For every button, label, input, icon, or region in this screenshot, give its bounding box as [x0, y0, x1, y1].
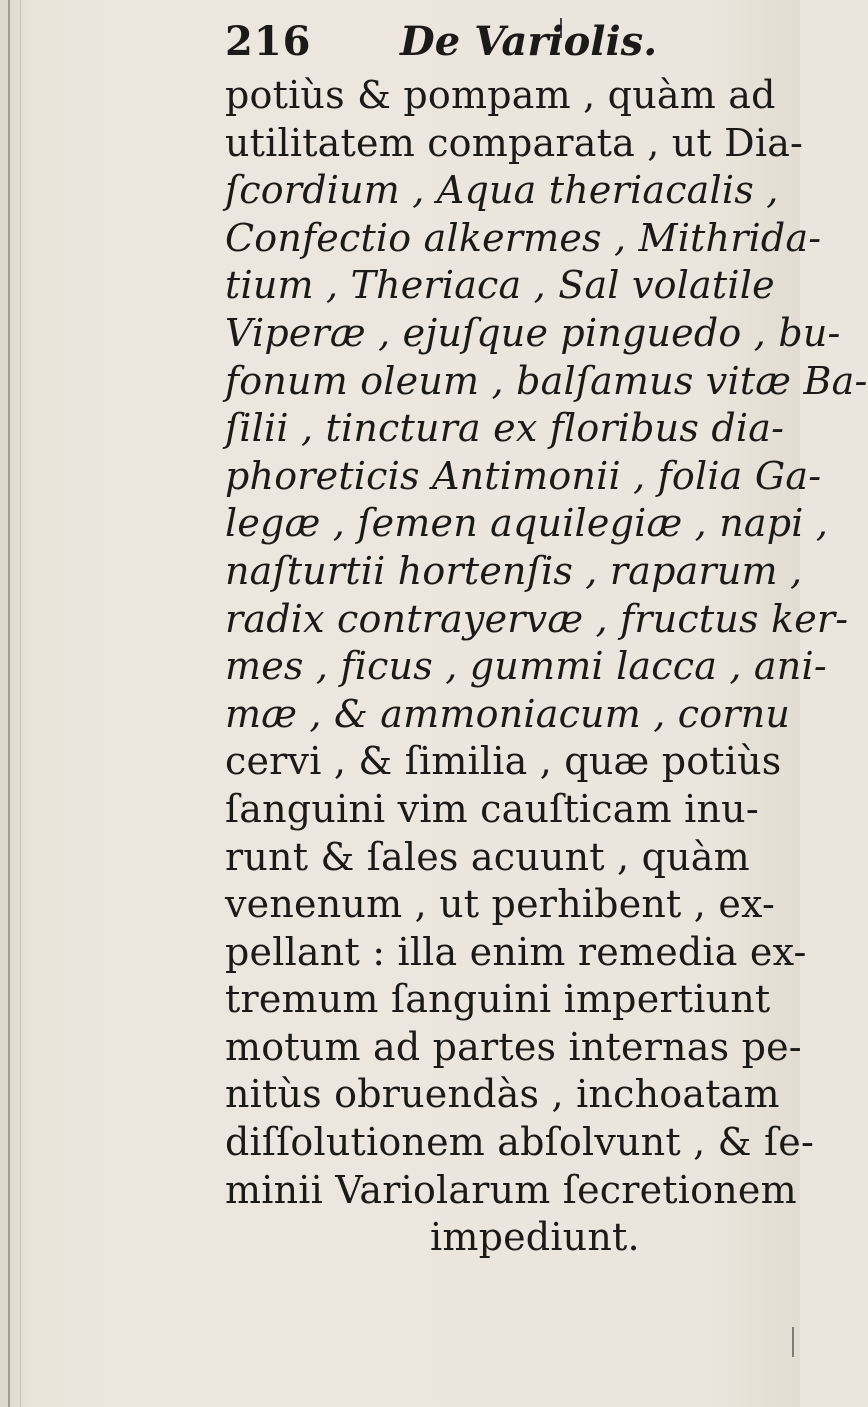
text-line: diſſolutionem abſolvunt , & ſe-	[225, 1120, 814, 1165]
text-line: tium , Theriaca , Sal volatile	[225, 263, 775, 308]
running-title: De Variolis.	[400, 18, 658, 65]
page-number: 216	[225, 18, 312, 65]
text-line: runt & ſales acuunt , quàm	[225, 834, 750, 879]
text-line: mes , ficus , gummi lacca , ani-	[225, 644, 827, 689]
text-line: radix contrayervæ , fructus ker-	[225, 596, 849, 641]
text-line: nitùs obruendàs , inchoatam	[225, 1072, 780, 1117]
page-edge-shadow-secondary	[20, 0, 21, 1407]
text-line: pellant : illa enim remedia ex-	[225, 929, 807, 974]
text-line: fonum oleum , balſamus vitæ Ba-	[225, 358, 868, 403]
text-line-final: impediunt.	[430, 1215, 640, 1260]
page-header	[225, 18, 765, 68]
text-line: minii Variolarum ſecretionem	[225, 1167, 797, 1212]
text-line: tremum ſanguini impertiunt	[225, 977, 771, 1022]
text-line: phoreticis Antimonii , folia Ga-	[225, 453, 822, 498]
body-text	[225, 72, 868, 1262]
text-line: Confectio alkermes , Mithrida-	[225, 215, 822, 260]
text-line: cervi , & ſimilia , quæ potiùs	[225, 739, 782, 784]
text-line: potiùs & pompam , quàm ad	[225, 73, 776, 117]
text-line: legæ , ſemen aquilegiæ , napi ,	[225, 501, 829, 546]
text-line: motum ad partes internas pe-	[225, 1024, 802, 1069]
text-line: ſanguini vim cauſticam inu-	[225, 786, 759, 831]
text-line: mæ , & ammoniacum , cornu	[225, 691, 791, 736]
text-line: ſilii , tinctura ex floribus dia-	[225, 406, 785, 451]
text-line: Viperæ , ejuſque pinguedo , bu-	[225, 310, 841, 355]
page-edge-shadow	[8, 0, 10, 1407]
text-line: venenum , ut perhibent , ex-	[225, 882, 776, 927]
page-edge-mark	[792, 1327, 794, 1357]
text-line: naſturtii hortenſis , raparum ,	[225, 548, 803, 593]
text-line: ſcordium , Aqua theriacalis ,	[225, 168, 779, 213]
text-line: utilitatem comparata , ut Dia-	[225, 120, 804, 165]
